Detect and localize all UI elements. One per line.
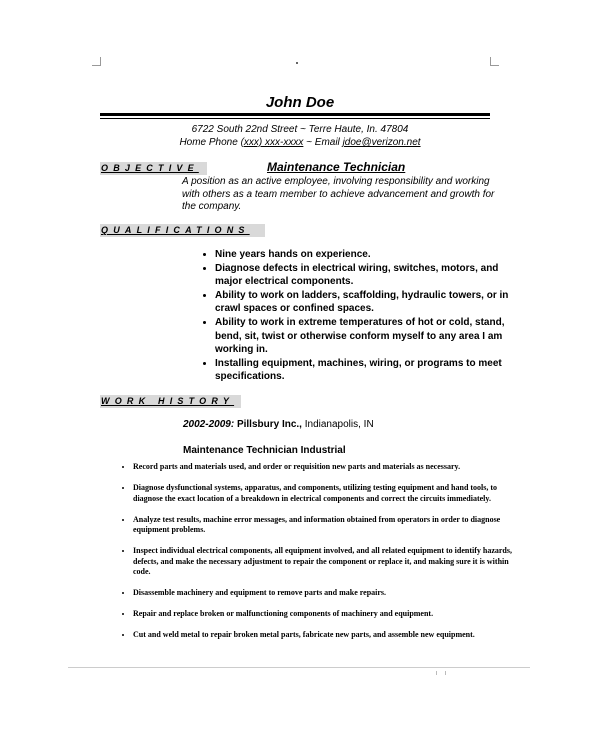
name-rule-thick	[100, 113, 490, 116]
phone-label: Home Phone	[179, 137, 238, 148]
page-bottom-rule	[68, 667, 530, 668]
name-rule-thin	[100, 118, 490, 119]
work-history-heading: WORK HISTORY	[100, 395, 241, 408]
bottom-mark	[436, 671, 437, 675]
address-line: 6722 South 22nd Street ~ Terre Haute, In. 47804	[191, 124, 409, 135]
list-item: • Disassemble machinery and equipment to remove parts and make repairs.	[133, 588, 513, 599]
job-role: Maintenance Technician Industrial	[183, 445, 346, 456]
list-item: • Cut and weld metal to repair broken metal parts, fabricate new parts, and assemble new equipment.	[133, 630, 513, 641]
page-bottom-area	[0, 668, 600, 730]
objective-heading: OBJECTIVE	[100, 162, 207, 175]
email-address: jdoe@verizon.net	[342, 137, 421, 148]
bottom-mark	[445, 671, 446, 675]
list-item: • Analyze test results, machine error messages, and information obtained from operators in order to diagnose equipment problems.	[133, 515, 513, 536]
contact-line	[0, 137, 600, 148]
list-item: • Installing equipment, machines, wiring, or programs to meet specifications.	[215, 357, 515, 384]
employer-name: Pillsbury Inc.,	[236, 419, 302, 430]
list-item: • Record parts and materials used, and order or requisition new parts and materials as necessary.	[133, 462, 513, 473]
objective-title: Maintenance Technician	[267, 160, 406, 174]
qualifications-heading: QUALIFICATIONS	[100, 224, 265, 237]
resume-name: John Doe	[265, 94, 335, 111]
list-item: • Nine years hands on experience.	[215, 248, 515, 262]
list-item: • Ability to work on ladders, scaffolding, hydraulic towers, or in crawl spaces or confined spaces.	[215, 289, 515, 316]
phone-number: (xxx) xxx-xxxx	[240, 137, 304, 148]
list-item: • Ability to work in extreme temperatures of hot or cold, stand, bend, sit, twist or otherwise conform myself to any area I am working in.	[215, 316, 515, 357]
list-item: • Diagnose defects in electrical wiring, switches, motors, and major electrical components.	[215, 262, 515, 289]
header-dot	[296, 62, 298, 64]
employer-location: Indianapolis, IN	[304, 419, 374, 430]
list-item: • Diagnose dysfunctional systems, apparatus, and components, utilizing testing equipment and hand tools, to diagnose the exact location of a breakdown in electrical components and correct the circuits immediately.	[133, 483, 513, 504]
period-years: 2002-2009:	[183, 419, 235, 430]
page-corner-mark-left	[92, 57, 101, 66]
list-item: • Repair and replace broken or malfunctioning components of machinery and equipment.	[133, 609, 513, 620]
employment-period	[183, 419, 374, 430]
list-item: • Inspect individual electrical components, all equipment involved, and all related equipment to identify hazards, defects, and make the necessary adjustment to repair the component or replace it, and making sure it is within code.	[133, 546, 513, 578]
qualifications-list	[198, 248, 515, 384]
email-label: ~ Email	[306, 137, 340, 148]
duties-list	[116, 462, 513, 651]
objective-text: A position as an active employee, involving responsibility and working with others as a team member to achieve advancement and growth for the company.	[182, 176, 495, 212]
page-corner-mark-right	[490, 57, 499, 66]
